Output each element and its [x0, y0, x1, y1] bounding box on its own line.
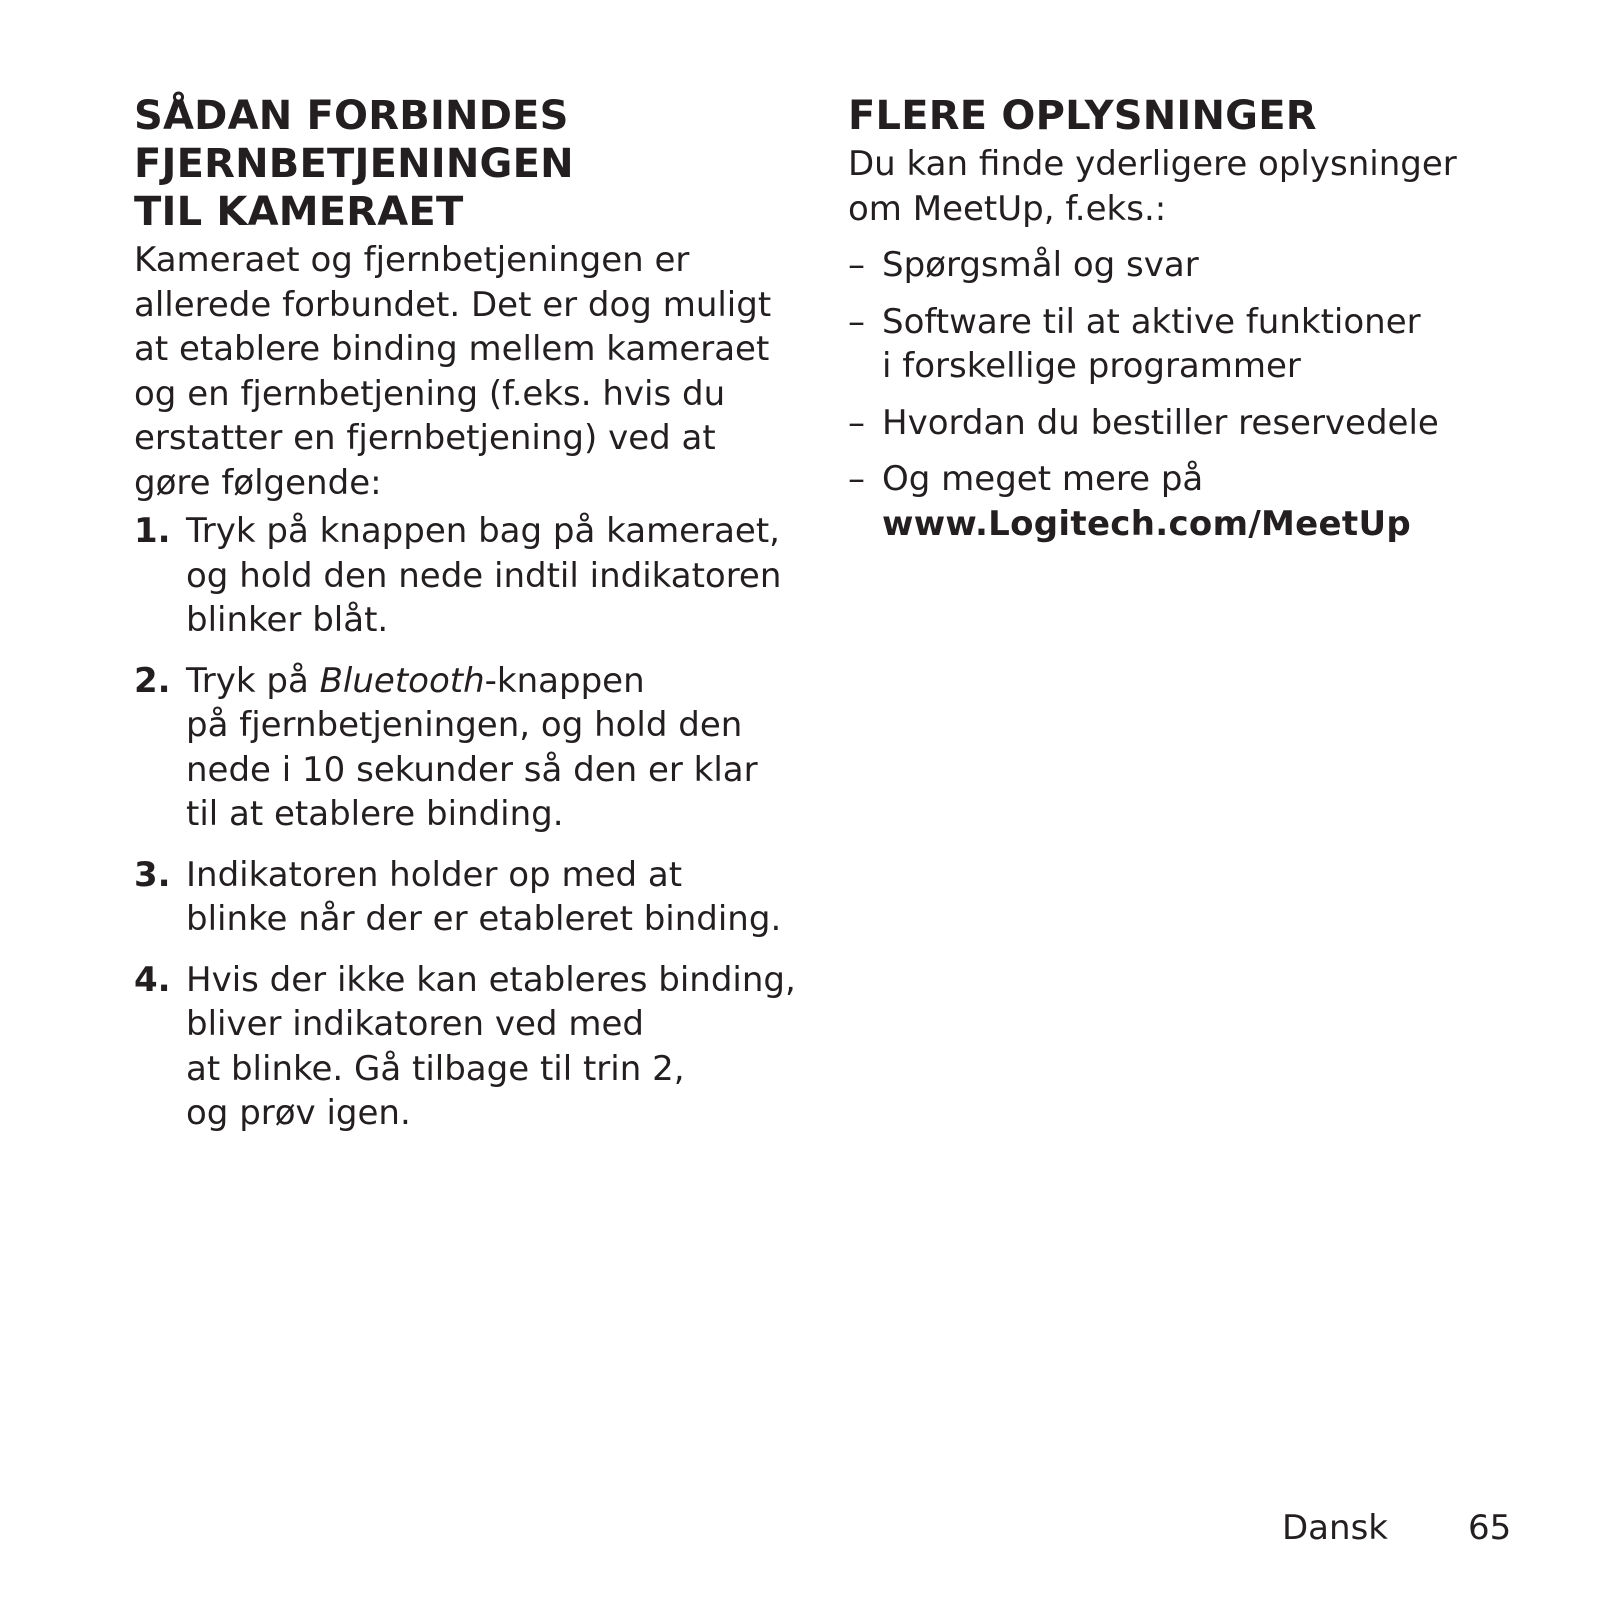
step-4: 4. Hvis der ikke kan etableres binding, bliver indikatoren ved med at blinke. Gå tilbage til trin 2, og prøv igen.	[134, 959, 796, 1133]
dash-bullet: –	[848, 301, 865, 342]
meetup-url-link[interactable]: www.Logitech.com/MeetUp	[882, 503, 1411, 544]
step-number: 4.	[134, 959, 171, 1000]
bullet-spare-parts: – Hvordan du bestiller reservedele	[848, 401, 1528, 446]
left-column	[134, 92, 814, 1152]
steps-list	[134, 509, 814, 1136]
more-info-intro: Du kan finde yderligere oplysninger om MeetUp, f.eks.:	[848, 144, 1457, 229]
step-2: 2. Tryk på Bluetooth-knappen på fjernbetjeningen, og hold den nede i 10 sekunder så den er klar til at etablere binding.	[134, 660, 758, 834]
bullet-software: – Software til at aktive funktioner i forskellige programmer	[848, 301, 1421, 386]
step-number: 1.	[134, 511, 171, 551]
dash-bullet: –	[848, 402, 865, 443]
info-bullet-list	[848, 243, 1528, 546]
right-column	[848, 92, 1528, 558]
dash-bullet: –	[848, 459, 865, 499]
step-1: 1. Tryk på knappen bag på kameraet, og hold den nede indtil indikatoren blinker blåt.	[134, 511, 782, 640]
bullet-faq: – Spørgsmål og svar	[848, 243, 1528, 288]
dash-bullet: –	[848, 245, 865, 285]
bluetooth-term: Bluetooth	[319, 660, 485, 701]
section-heading-connect-remote: SÅDAN FORBINDES FJERNBETJENINGEN TIL KAMERAET	[134, 93, 574, 235]
bullet-more: – Og meget mere på www.Logitech.com/MeetUp	[848, 457, 1528, 546]
step-number: 3.	[134, 854, 171, 895]
step-number: 2.	[134, 660, 171, 701]
intro-paragraph: Kameraet og fjernbetjeningen er allerede forbundet. Det er dog muligt at etablere binding mellem kameraet og en fjernbetjening (f.eks. hvis du erstatter en fjernbetjening) ved at gøre følgende:	[134, 240, 772, 503]
section-heading-more-info: FLERE OPLYSNINGER	[848, 93, 1317, 139]
page-number: 65	[1468, 1508, 1512, 1548]
step-3: 3. Indikatoren holder op med at blinke når der er etableret binding.	[134, 854, 782, 939]
footer-language: Dansk	[1282, 1508, 1388, 1548]
